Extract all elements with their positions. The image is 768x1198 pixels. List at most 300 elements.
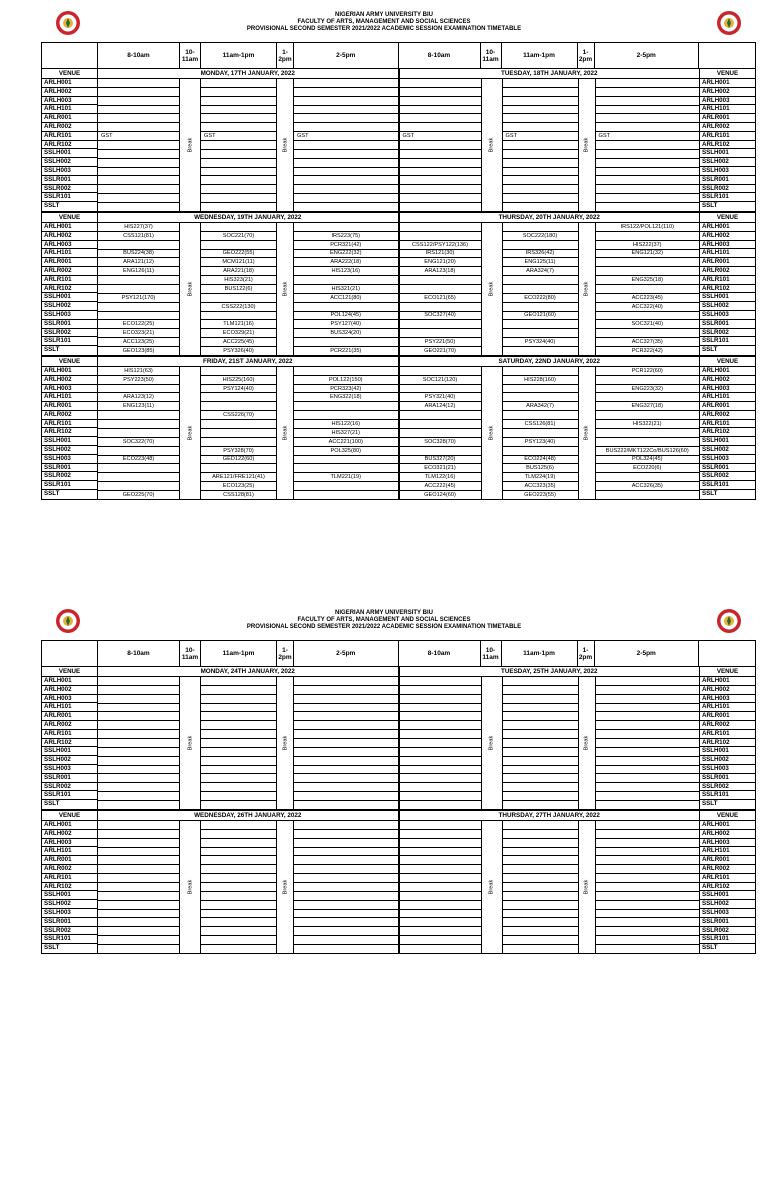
exam-cell <box>98 712 179 721</box>
exam-cell <box>503 411 578 420</box>
venue-name: SSLT <box>44 944 60 952</box>
venue-name: ARLH101 <box>42 393 97 402</box>
exam-cell <box>201 730 276 739</box>
exam-cell: POL324(45) <box>596 456 700 465</box>
exam-cell <box>294 730 398 739</box>
slot-10-11 <box>482 223 503 355</box>
exam-cell: GEO225(70) <box>122 491 155 498</box>
exam-cell <box>596 901 700 910</box>
exam-cell: PCR321(42) <box>294 241 398 250</box>
exam-cell <box>596 695 700 704</box>
break-marker <box>180 79 200 211</box>
exam-cell: GED122(60) <box>201 456 276 465</box>
exam-cell <box>98 97 179 106</box>
exam-cell <box>503 329 578 338</box>
venue-name: SSLH001 <box>42 293 97 302</box>
exam-cell <box>503 150 578 159</box>
exam-cell <box>503 721 578 730</box>
exam-cell <box>201 839 276 848</box>
slot-11-1-header: 11am-1pm <box>502 641 578 666</box>
exam-cell <box>98 385 179 394</box>
venue-name: ARLH101 <box>700 703 755 712</box>
slot-11-1 <box>201 79 277 211</box>
exam-cell: PSY121(170) <box>98 294 179 303</box>
exam-cell <box>503 757 578 766</box>
exam-cell <box>400 695 481 704</box>
exam-cell <box>294 106 398 115</box>
exam-cell: BUS324(20) <box>294 329 398 338</box>
venue-name: SSLR002 <box>42 927 97 936</box>
venue-name: ARLR002 <box>42 123 97 132</box>
slot-2-5-header: 2-5pm <box>294 641 399 666</box>
day-body <box>400 367 700 499</box>
exam-cell <box>98 821 179 830</box>
exam-cell <box>400 892 481 901</box>
exam-cell <box>503 97 578 106</box>
exam-cell <box>400 918 481 927</box>
exam-cell: ENG322(18) <box>294 393 398 402</box>
slot-1-2 <box>277 223 294 355</box>
day-block <box>98 667 400 809</box>
break-marker <box>180 367 200 499</box>
exam-cell <box>400 821 481 830</box>
exam-cell <box>294 801 398 809</box>
exam-cell <box>201 114 276 123</box>
slot-10-11 <box>180 367 201 499</box>
exam-cell <box>503 276 578 285</box>
venue-name: SSLH002 <box>700 302 755 311</box>
venue-name: SSLR101 <box>42 481 97 490</box>
exam-cell <box>294 303 398 312</box>
exam-cell <box>201 194 276 203</box>
venue-header-cell <box>42 43 98 68</box>
exam-cell <box>596 712 700 721</box>
exam-cell <box>201 420 276 429</box>
venue-name: ARLH101 <box>42 249 97 258</box>
venue-name: SSLH003 <box>42 455 97 464</box>
venue-name: SSLR001 <box>42 774 97 783</box>
break-marker <box>277 367 293 499</box>
exam-cell: PSY223(50) <box>98 376 179 385</box>
exam-cell: TLM224(19) <box>503 473 578 482</box>
exam-cell <box>201 801 276 809</box>
venue-name: SSLH003 <box>42 167 97 176</box>
exam-cell <box>503 766 578 775</box>
venue-name: ARLR101 <box>42 420 97 429</box>
exam-cell: BUS125(6) <box>503 464 578 473</box>
exam-cell <box>596 821 700 830</box>
break-marker <box>180 677 200 809</box>
day-title: MONDAY, 24TH JANUARY, 2022 <box>98 667 398 677</box>
venue-name: SSLH002 <box>700 756 755 765</box>
slot-8-10 <box>400 367 482 499</box>
exam-cell <box>503 241 578 250</box>
venue-name: ARLR101 <box>42 874 97 883</box>
week-block <box>42 355 755 499</box>
exam-cell: ACC221(100) <box>294 438 398 447</box>
slot-2-5 <box>294 821 398 953</box>
exam-cell: GST <box>201 132 276 141</box>
exam-cell <box>294 464 398 473</box>
exam-cell <box>503 123 578 132</box>
venue-name: ARLH101 <box>42 703 97 712</box>
exam-cell <box>400 766 481 775</box>
break-label: Break <box>583 281 590 297</box>
slot-11-1-header: 11am-1pm <box>201 641 277 666</box>
exam-cell <box>400 106 481 115</box>
exam-cell <box>294 338 398 347</box>
exam-cell <box>98 892 179 901</box>
exam-cell <box>201 739 276 748</box>
exam-cell: HIS327(21) <box>294 429 398 438</box>
exam-cell <box>596 97 700 106</box>
exam-cell <box>294 159 398 168</box>
exam-cell <box>294 491 398 499</box>
exam-cell: SOC327(40) <box>400 312 481 321</box>
header-line-1: NIGERIAN ARMY UNIVERSITY BIU <box>335 610 433 616</box>
exam-cell <box>201 792 276 801</box>
break-label: Break <box>583 425 590 441</box>
exam-cell <box>596 194 700 203</box>
timetable-page-2 <box>0 598 768 1198</box>
exam-cell <box>503 945 578 953</box>
exam-cell: SOC322(70) <box>98 438 179 447</box>
venue-name: ARLH003 <box>42 695 97 704</box>
exam-cell <box>400 856 481 865</box>
venue-name: ARLH002 <box>42 88 97 97</box>
exam-cell <box>98 411 179 420</box>
venue-name: ARLR102 <box>42 428 97 437</box>
exam-cell: ECO220(6) <box>596 464 700 473</box>
exam-cell <box>98 686 179 695</box>
break-marker <box>482 821 502 953</box>
exam-cell <box>596 473 700 482</box>
break-marker <box>482 223 502 355</box>
slot-2-5 <box>596 821 700 953</box>
venue-label: VENUE <box>42 811 97 821</box>
venue-name: SSLR001 <box>42 176 97 185</box>
exam-cell <box>503 185 578 194</box>
slot-1-2 <box>277 821 294 953</box>
venue-name: ARLH101 <box>700 105 755 114</box>
exam-cell <box>98 176 179 185</box>
venue-name: ARLH002 <box>700 376 755 385</box>
exam-cell: HIS123(16) <box>294 267 398 276</box>
exam-cell <box>596 258 700 267</box>
day-block <box>98 811 400 953</box>
venue-name: SSLH001 <box>700 293 755 302</box>
exam-cell: IRS121(30) <box>400 250 481 259</box>
exam-cell <box>596 168 700 177</box>
exam-cell: SOC222(180) <box>503 232 578 241</box>
exam-cell <box>294 402 398 411</box>
day-title: THURSDAY, 27TH JANUARY, 2022 <box>400 811 700 821</box>
exam-cell: ACC327(35) <box>596 338 700 347</box>
slot-8-10 <box>400 821 482 953</box>
exam-cell: GEO121(60) <box>503 312 578 321</box>
venue-name: ARLH101 <box>700 393 755 402</box>
exam-cell <box>596 176 700 185</box>
exam-cell <box>294 927 398 936</box>
exam-cell <box>201 783 276 792</box>
slot-8-10-header: 8-10am <box>98 43 180 68</box>
header-line-3: PROVISIONAL SECOND SEMESTER 2021/2022 ACADEMIC SESSION EXAMINATION TIMETABLE <box>246 624 522 631</box>
exam-cell <box>294 482 398 491</box>
venue-name: ARLH101 <box>700 249 755 258</box>
venue-name: ARLH003 <box>42 241 97 250</box>
exam-cell: CSS121(81) <box>98 232 179 241</box>
exam-cell <box>596 141 700 150</box>
exam-cell <box>98 420 179 429</box>
exam-cell <box>596 757 700 766</box>
venue-name: ARLR101 <box>42 730 97 739</box>
slot-11-1 <box>503 821 579 953</box>
exam-cell: ENG125(11) <box>503 258 578 267</box>
exam-cell <box>503 783 578 792</box>
exam-cell <box>294 830 398 839</box>
exam-cell <box>294 945 398 953</box>
venue-name: SSLT <box>702 490 718 498</box>
slot-10-11 <box>482 79 503 211</box>
exam-cell <box>503 901 578 910</box>
exam-cell <box>596 491 700 499</box>
exam-cell: CSS128(81) <box>223 491 254 498</box>
venue-name: SSLH002 <box>42 756 97 765</box>
exam-cell: SOC121(120) <box>400 376 481 385</box>
venue-name: SSLH001 <box>42 891 97 900</box>
exam-cell <box>201 141 276 150</box>
venue-name: SSLH003 <box>700 765 755 774</box>
exam-cell <box>400 159 481 168</box>
exam-cell <box>503 141 578 150</box>
exam-cell <box>400 123 481 132</box>
venue-name: SSLR101 <box>700 337 755 346</box>
venue-name: ARLR001 <box>42 114 97 123</box>
break-marker <box>579 821 595 953</box>
exam-cell: IRS122/POL121(110) <box>596 223 700 232</box>
venue-name: SSLR001 <box>700 774 755 783</box>
slot-10-11 <box>482 367 503 499</box>
exam-cell <box>503 927 578 936</box>
exam-cell <box>596 106 700 115</box>
venue-name: ARLR101 <box>700 420 755 429</box>
venue-name: ARLH101 <box>42 105 97 114</box>
venue-name: ARLR002 <box>700 411 755 420</box>
slot-10-11 <box>180 223 201 355</box>
exam-cell <box>503 88 578 97</box>
exam-cell: ACC225(45) <box>201 338 276 347</box>
venue-name: SSLR002 <box>42 185 97 194</box>
break-marker <box>180 821 200 953</box>
venue-column <box>42 69 98 211</box>
venue-column <box>42 357 98 499</box>
slot-2-5 <box>294 223 398 355</box>
exam-cell <box>201 774 276 783</box>
exam-cell <box>294 79 398 88</box>
day-title: WEDNESDAY, 26TH JANUARY, 2022 <box>98 811 398 821</box>
slot-1-2-header: 1-2pm <box>277 641 294 666</box>
venue-name: SSLR002 <box>42 329 97 338</box>
exam-cell <box>596 730 700 739</box>
venue-name: ARLH002 <box>700 830 755 839</box>
venue-name: ARLH002 <box>42 830 97 839</box>
exam-cell <box>503 393 578 402</box>
venue-column <box>699 357 755 499</box>
exam-cell <box>596 892 700 901</box>
slot-11-1 <box>503 367 579 499</box>
exam-cell: PCR322(42) <box>631 347 663 354</box>
venue-name: ARLR002 <box>42 865 97 874</box>
venue-label: VENUE <box>42 667 97 677</box>
exam-cell <box>400 223 481 232</box>
venue-name: ARLH101 <box>42 847 97 856</box>
exam-cell <box>201 241 276 250</box>
exam-cell <box>503 704 578 713</box>
exam-cell <box>596 285 700 294</box>
exam-cell <box>201 294 276 303</box>
venue-name: ARLH001 <box>42 223 97 232</box>
exam-cell: ACC123(25) <box>98 338 179 347</box>
exam-cell <box>596 123 700 132</box>
venue-name: ARLH003 <box>42 385 97 394</box>
timetable-grid <box>41 42 756 500</box>
exam-cell <box>503 429 578 438</box>
exam-cell <box>294 168 398 177</box>
exam-cell <box>98 774 179 783</box>
venue-name: ARLR101 <box>42 132 97 141</box>
venue-name: SSLH001 <box>42 437 97 446</box>
venue-name: ARLR102 <box>700 739 755 748</box>
exam-cell <box>201 892 276 901</box>
exam-cell: PSY328(70) <box>201 447 276 456</box>
exam-cell <box>294 704 398 713</box>
exam-cell <box>294 918 398 927</box>
exam-cell <box>596 748 700 757</box>
venue-name: ARLR102 <box>42 285 97 294</box>
exam-cell <box>98 936 179 945</box>
exam-cell <box>400 79 481 88</box>
exam-cell: SOC321(40) <box>596 320 700 329</box>
exam-cell: TLM122(16) <box>400 473 481 482</box>
exam-cell <box>98 792 179 801</box>
venue-name: ARLR002 <box>700 123 755 132</box>
exam-cell: HIS323(21) <box>201 276 276 285</box>
venue-column <box>699 69 755 211</box>
exam-cell <box>294 883 398 892</box>
exam-cell: ECO121(65) <box>400 294 481 303</box>
slot-10-11-header: 10-11am <box>481 43 502 68</box>
exam-cell <box>596 874 700 883</box>
exam-cell <box>596 438 700 447</box>
exam-cell <box>98 150 179 159</box>
venue-name: SSLR001 <box>42 464 97 473</box>
exam-cell <box>400 367 481 376</box>
exam-cell: PSY123(40) <box>503 438 578 447</box>
day-title: WEDNESDAY, 19TH JANUARY, 2022 <box>98 213 398 223</box>
exam-cell <box>400 88 481 97</box>
venue-name: ARLR101 <box>700 730 755 739</box>
venue-name: ARLR002 <box>42 721 97 730</box>
exam-cell <box>503 748 578 757</box>
venue-name: ARLR001 <box>42 856 97 865</box>
exam-cell <box>201 88 276 97</box>
venue-name: SSLH003 <box>700 455 755 464</box>
venue-name: ARLR102 <box>700 285 755 294</box>
exam-cell <box>503 347 578 355</box>
venue-name: ARLH002 <box>42 232 97 241</box>
exam-cell <box>596 376 700 385</box>
document-header <box>0 12 768 34</box>
venue-name: SSLH002 <box>42 302 97 311</box>
break-label: Break <box>282 879 288 895</box>
break-label: Break <box>488 281 495 297</box>
exam-cell <box>503 892 578 901</box>
slot-1-2 <box>579 821 596 953</box>
venue-name: SSLH001 <box>700 437 755 446</box>
slot-11-1 <box>201 821 277 953</box>
exam-cell <box>596 883 700 892</box>
venue-name: ARLR001 <box>700 114 755 123</box>
exam-cell <box>503 774 578 783</box>
exam-cell <box>98 312 179 321</box>
slot-1-2-header: 1-2pm <box>578 641 595 666</box>
exam-cell: ACC323(35) <box>503 482 578 491</box>
break-label: Break <box>282 735 288 751</box>
exam-cell <box>201 874 276 883</box>
exam-cell <box>503 686 578 695</box>
exam-cell <box>201 704 276 713</box>
slot-11-1 <box>503 677 579 809</box>
exam-cell <box>503 910 578 919</box>
slot-2-5 <box>596 79 700 211</box>
venue-name: SSLT <box>44 490 60 498</box>
exam-cell <box>400 830 481 839</box>
exam-cell <box>596 910 700 919</box>
exam-cell <box>201 883 276 892</box>
exam-cell: BUS122(6) <box>201 285 276 294</box>
exam-cell: GEO223(55) <box>524 491 556 498</box>
exam-cell: ENG222(32) <box>294 250 398 259</box>
exam-cell <box>503 883 578 892</box>
slot-10-11 <box>180 677 201 809</box>
exam-cell <box>596 79 700 88</box>
exam-cell: ECO122(25) <box>98 320 179 329</box>
break-marker <box>277 821 293 953</box>
venue-name: ARLR001 <box>42 712 97 721</box>
slot-11-1 <box>503 223 579 355</box>
exam-cell <box>98 910 179 919</box>
venue-name: ARLH003 <box>700 241 755 250</box>
exam-cell <box>400 901 481 910</box>
venue-column <box>42 213 98 355</box>
exam-cell <box>201 712 276 721</box>
break-marker <box>482 677 502 809</box>
exam-cell <box>596 686 700 695</box>
exam-cell <box>503 865 578 874</box>
exam-cell <box>294 114 398 123</box>
exam-cell <box>596 232 700 241</box>
day-block <box>400 357 700 499</box>
exam-cell <box>294 367 398 376</box>
venue-name: SSLR101 <box>700 481 755 490</box>
day-title: TUESDAY, 25TH JANUARY, 2022 <box>400 667 700 677</box>
exam-cell <box>596 150 700 159</box>
exam-cell <box>400 320 481 329</box>
exam-cell: ACC322(40) <box>596 303 700 312</box>
day-body <box>400 821 700 953</box>
exam-cell <box>400 704 481 713</box>
exam-cell <box>503 936 578 945</box>
